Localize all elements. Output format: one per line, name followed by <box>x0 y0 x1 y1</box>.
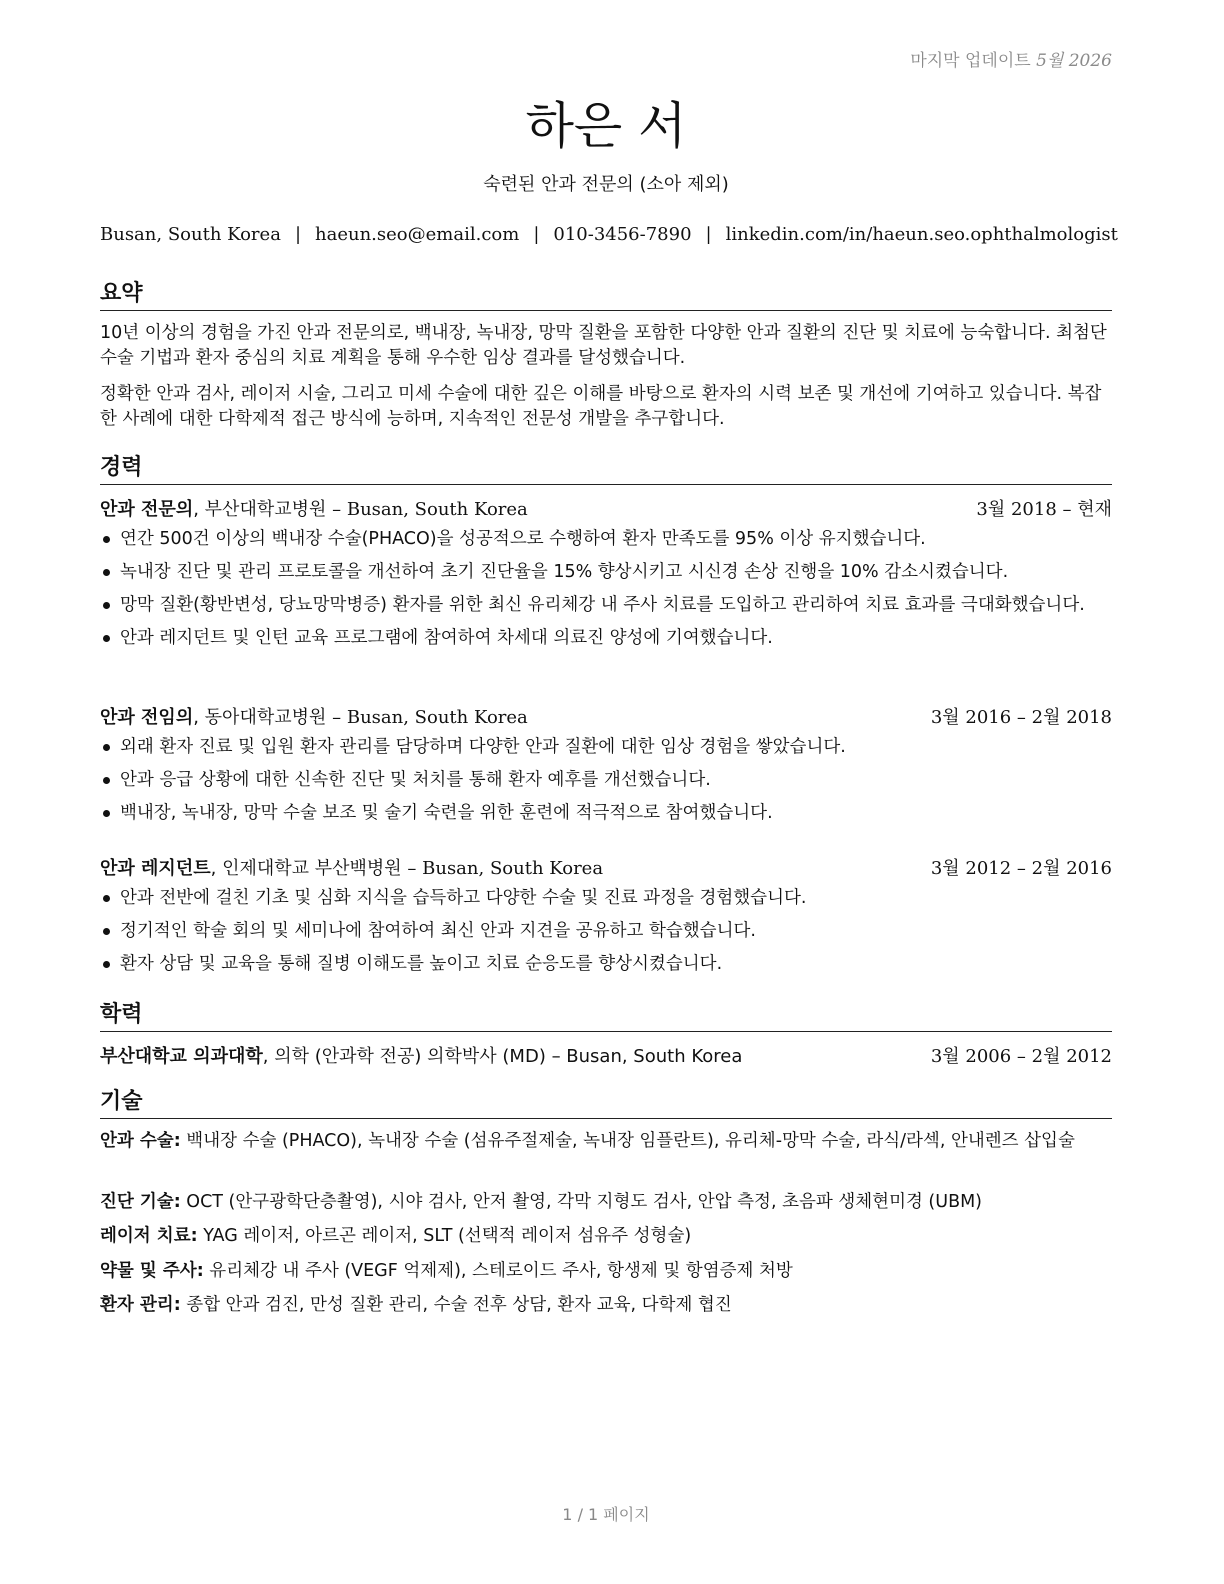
job-dates: 3월 2018 – 현재 <box>976 499 1112 520</box>
list-item: 망막 질환(황반변성, 당뇨망막병증) 환자를 위한 최신 유리체강 내 주사 치료를 도입하고 관리하여 치료 효과를 극대화했습니다. <box>100 593 1112 618</box>
skill-value: 종합 안과 검진, 만성 질환 관리, 수술 전후 상담, 환자 교육, 다학제 협진 <box>186 1295 732 1315</box>
job-bullets <box>100 735 1112 834</box>
education-dates: 3월 2006 – 2월 2012 <box>930 1046 1112 1067</box>
skill-row <box>100 1293 1112 1318</box>
list-item: 안과 전반에 걸친 기초 및 심화 지식을 습득하고 다양한 수술 및 진료 과정을 경험했습니다. <box>100 886 1112 911</box>
job-location: – Busan, South Korea <box>332 499 528 520</box>
list-item: 환자 상담 및 교육을 통해 질병 이해도를 높이고 치료 순응도를 향상시켰습니다. <box>100 952 1112 977</box>
list-item: 정기적인 학술 회의 및 세미나에 참여하여 최신 안과 지견을 공유하고 학습했습니다. <box>100 919 1112 944</box>
section-title-education: 학력 <box>100 997 1112 1032</box>
contact-email[interactable]: haeun.seo@email.com <box>315 224 520 245</box>
section-title-skills: 기술 <box>100 1084 1112 1119</box>
last-updated <box>910 46 1112 71</box>
education-school: 부산대학교 의과대학 <box>100 1046 263 1067</box>
skill-value: YAG 레이저, 아르곤 레이저, SLT (선택적 레이저 섬유주 성형술) <box>203 1226 692 1246</box>
contact-line <box>100 224 1118 245</box>
contact-separator: | <box>705 224 712 245</box>
summary-paragraph: 10년 이상의 경험을 가진 안과 전문의로, 백내장, 녹내장, 망막 질환을 포함한 다양한 안과 질환의 진단 및 치료에 능숙합니다. 최첨단 수술 기법과 환자 중심의 치료 계획을 통해 우수한 임상 결과를 달성했습니다. <box>100 323 1107 368</box>
job-header: 안과 전임의, 동아대학교병원 – Busan, South Korea 3월 2016 – 2월 2018 <box>100 703 1112 729</box>
job-dates: 3월 2016 – 2월 2018 <box>930 707 1112 728</box>
skill-row <box>100 1129 1112 1154</box>
education-degree: , 의학 (안과학 전공) 의학박사 (MD) – Busan, South Korea <box>262 1046 743 1067</box>
skill-row <box>100 1190 1112 1215</box>
job-header: 안과 레지던트, 인제대학교 부산백병원 – Busan, South Korea 3월 2012 – 2월 2016 <box>100 854 1112 880</box>
skill-value: 유리체강 내 주사 (VEGF 억제제), 스테로이드 주사, 항생제 및 항염증제 처방 <box>209 1261 793 1281</box>
list-item: 안과 레지던트 및 인턴 교육 프로그램에 참여하여 차세대 의료진 양성에 기여했습니다. <box>100 626 1112 651</box>
job-header: 안과 전문의, 부산대학교병원 – Busan, South Korea 3월 2018 – 현재 <box>100 495 1112 521</box>
job-role: 안과 전문의 <box>100 499 194 520</box>
job-role: 안과 전임의 <box>100 707 194 728</box>
skill-label: 진단 기술: <box>100 1192 181 1212</box>
last-updated-label: 마지막 업데이트 <box>910 51 1031 71</box>
job-bullets <box>100 527 1112 659</box>
job-org: 동아대학교병원 <box>204 707 327 728</box>
candidate-subtitle: 숙련된 안과 전문의 (소아 제외) <box>483 174 729 195</box>
contact-phone: 010-3456-7890 <box>553 224 692 245</box>
last-updated-date: 5월 2026 <box>1036 51 1112 71</box>
list-item: 외래 환자 진료 및 입원 환자 관리를 담당하며 다양한 안과 질환에 대한 임상 경험을 쌓았습니다. <box>100 735 1112 760</box>
job-location: – Busan, South Korea <box>407 858 604 879</box>
skill-value: 백내장 수술 (PHACO), 녹내장 수술 (섬유주절제술, 녹내장 임플란트), 유리체-망막 수술, 라식/라섹, 안내렌즈 삽입술 <box>186 1131 1075 1151</box>
contact-separator: | <box>294 224 302 245</box>
candidate-name: 하은 서 <box>525 97 687 155</box>
job-org: 부산대학교병원 <box>204 499 327 520</box>
job-org: 인제대학교 부산백병원 <box>222 858 402 879</box>
skill-row <box>100 1259 1112 1284</box>
list-item: 연간 500건 이상의 백내장 수술(PHACO)을 성공적으로 수행하여 환자 만족도를 95% 이상 유지했습니다. <box>100 527 1112 552</box>
summary-paragraph: 정확한 안과 검사, 레이저 시술, 그리고 미세 수술에 대한 깊은 이해를 바탕으로 환자의 시력 보존 및 개선에 기여하고 있습니다. 복잡한 사례에 대한 다학제적 접근 방식에 능하며, 지속적인 전문성 개발을 추구합니다. <box>100 384 1102 429</box>
section-title-experience: 경력 <box>100 450 1112 485</box>
job-location: – Busan, South Korea <box>332 707 528 728</box>
list-item: 녹내장 진단 및 관리 프로토콜을 개선하여 초기 진단율을 15% 향상시키고 시신경 손상 진행을 10% 감소시켰습니다. <box>100 560 1112 585</box>
section-title-summary: 요약 <box>100 276 1112 311</box>
page-number: 1 / 1 페이지 <box>562 1505 650 1524</box>
job-bullets <box>100 886 1112 985</box>
education-entry <box>100 1042 1112 1068</box>
skill-label: 안과 수술: <box>100 1131 181 1151</box>
skill-label: 환자 관리: <box>100 1295 181 1315</box>
list-item: 백내장, 녹내장, 망막 수술 보조 및 술기 숙련을 위한 훈련에 적극적으로 참여했습니다. <box>100 801 1112 826</box>
contact-linkedin[interactable]: linkedin.com/in/haeun.seo.ophthalmologist <box>725 224 1118 245</box>
skill-label: 약물 및 주사: <box>100 1261 204 1281</box>
skill-value: OCT (안구광학단층촬영), 시야 검사, 안저 촬영, 각막 지형도 검사, 안압 측정, 초음파 생체현미경 (UBM) <box>186 1192 983 1212</box>
resume-page <box>100 0 1118 1584</box>
job-role: 안과 레지던트 <box>100 858 211 879</box>
job-dates: 3월 2012 – 2월 2016 <box>930 858 1112 879</box>
skill-label: 레이저 치료: <box>100 1226 198 1246</box>
skill-row <box>100 1224 1112 1249</box>
contact-separator: | <box>533 224 540 245</box>
contact-location: Busan, South Korea <box>100 224 281 245</box>
list-item: 안과 응급 상황에 대한 신속한 진단 및 처치를 통해 환자 예후를 개선했습니다. <box>100 768 1112 793</box>
